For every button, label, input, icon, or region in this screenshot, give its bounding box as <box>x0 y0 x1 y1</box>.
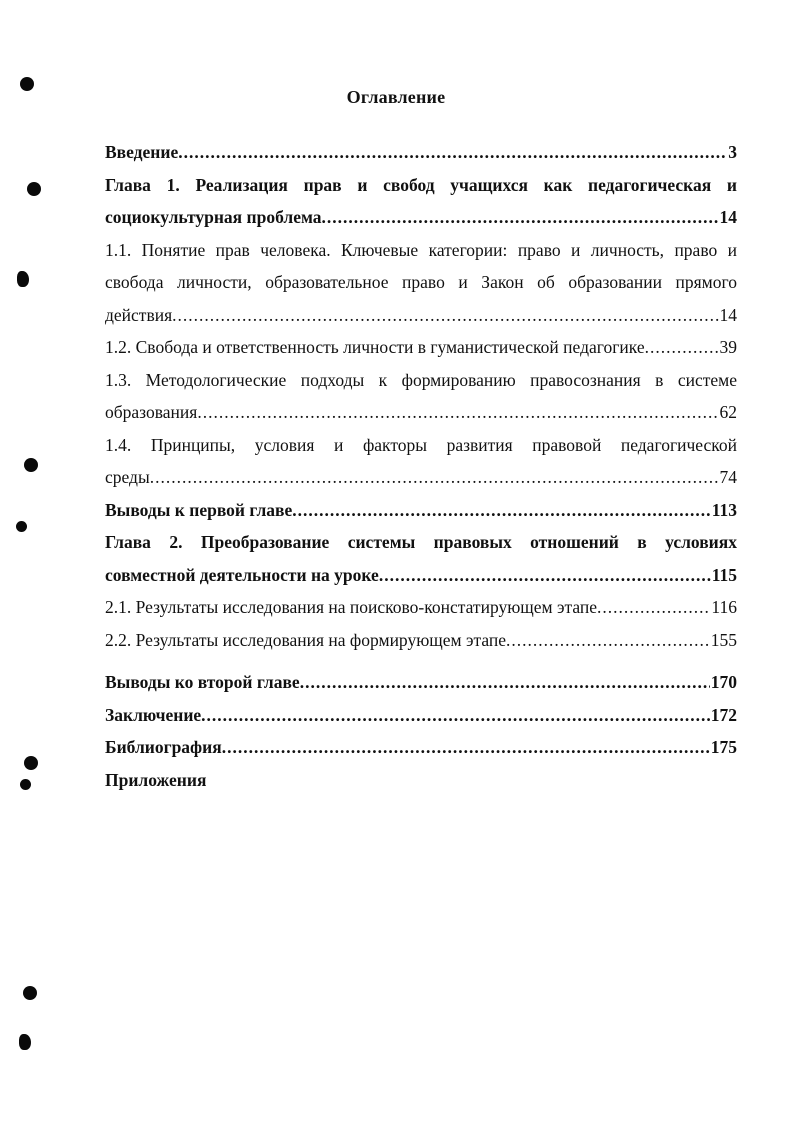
spacer <box>105 656 737 666</box>
toc-entry-appendices[interactable] <box>105 764 737 797</box>
toc-leader-dots <box>322 201 719 234</box>
toc-entry-chapter2-conclusions[interactable] <box>105 666 737 699</box>
toc-entry-1-1[interactable] <box>105 299 737 332</box>
toc-entry-1-2[interactable] <box>105 331 737 364</box>
punch-hole <box>20 779 31 790</box>
toc-page-number: 172 <box>710 704 737 725</box>
toc-entry-text: Выводы ко второй главе <box>105 672 300 692</box>
toc-entry-chapter2-line1[interactable] <box>105 526 737 559</box>
toc-entry-1-1-line1[interactable] <box>105 234 737 267</box>
toc-entry-2-2[interactable] <box>105 624 737 657</box>
punch-hole <box>24 756 38 770</box>
toc-entry-text: 1.3. Методологические подходы к формированию правосознания в системе <box>105 369 737 390</box>
toc-entry-conclusion[interactable] <box>105 699 737 732</box>
toc-entry-text: социокультурная проблема <box>105 207 322 227</box>
toc-entry-chapter1-line1[interactable] <box>105 169 737 202</box>
toc-leader-dots <box>172 299 718 332</box>
toc-leader-dots <box>150 461 719 494</box>
toc-entry-text: 2.2. Результаты исследования на формирующем этапе <box>105 629 507 650</box>
toc-page-number: 14 <box>719 207 737 227</box>
punch-hole <box>17 271 29 287</box>
toc-entry-text: свобода личности, образовательное право и Закон об образовании прямого <box>105 272 737 292</box>
toc-entry-text: 2.1. Результаты исследования на поисково-констатирующем этапе <box>105 597 598 617</box>
toc-leader-dots <box>645 331 719 364</box>
toc-entry-text: 1.2. Свобода и ответственность личности в гуманистической педагогике <box>105 337 645 357</box>
toc-entry-text: Библиография <box>105 737 222 757</box>
toc-page-number: 14 <box>719 304 737 325</box>
toc-entry-1-4-line1[interactable] <box>105 429 737 462</box>
toc-entry-1-3-line1[interactable] <box>105 364 737 397</box>
toc-entry-text: Приложения <box>105 769 207 790</box>
toc-page-number: 39 <box>719 337 737 357</box>
toc-leader-dots <box>292 494 710 527</box>
toc-entry-1-1-line2[interactable] <box>105 266 737 299</box>
toc-page-number: 74 <box>719 467 737 487</box>
toc-entry-text: Глава 1. Реализация прав и свобод учащихся как педагогическая и <box>105 174 737 195</box>
toc-page-number: 155 <box>710 629 737 650</box>
toc-page-number: 170 <box>710 672 737 692</box>
toc-leader-dots <box>197 396 718 429</box>
toc-leader-dots <box>379 559 711 592</box>
toc-entry-text: Глава 2. Преобразование системы правовых отношений в условиях <box>105 532 737 552</box>
toc-entry-introduction[interactable] <box>105 136 737 169</box>
toc-entry-1-3[interactable] <box>105 396 737 429</box>
punch-hole <box>23 986 37 1000</box>
toc-entry-text: действия <box>105 304 173 325</box>
toc-entry-text: совместной деятельности на уроке <box>105 564 379 585</box>
toc-entry-1-4[interactable] <box>105 461 737 494</box>
toc-entry-text: 1.1. Понятие прав человека. Ключевые категории: право и личность, право и <box>105 239 737 260</box>
punch-hole <box>24 458 38 472</box>
toc-entry-text: 1.4. Принципы, условия и факторы развития правовой педагогической <box>105 434 737 455</box>
toc-entry-text: Заключение <box>105 704 202 725</box>
toc-page-number: 3 <box>728 142 737 162</box>
toc-entry-bibliography[interactable] <box>105 731 737 764</box>
toc-entry-text: образования <box>105 402 198 422</box>
page-title: Оглавление <box>346 87 446 107</box>
toc-leader-dots <box>506 624 710 657</box>
punch-hole <box>19 1034 31 1050</box>
toc-entry-chapter2[interactable] <box>105 559 737 592</box>
toc-leader-dots <box>300 666 710 699</box>
toc-leader-dots <box>201 699 710 732</box>
toc-page-number: 115 <box>711 564 737 585</box>
toc-page-number: 113 <box>711 499 737 520</box>
toc-entry-text: среды <box>105 467 150 487</box>
toc-page-number: 62 <box>719 402 737 422</box>
toc-entry-text: Выводы к первой главе <box>105 499 293 520</box>
toc-entry-text: Введение <box>105 142 179 162</box>
toc-leader-dots <box>597 591 710 624</box>
toc-entry-chapter1[interactable] <box>105 201 737 234</box>
punch-hole <box>27 182 41 196</box>
toc-entry-chapter1-conclusions[interactable] <box>105 494 737 527</box>
toc-leader-dots <box>178 136 727 169</box>
toc-page-number: 175 <box>710 737 737 757</box>
toc-entry-2-1[interactable] <box>105 591 737 624</box>
toc-leader-dots <box>222 731 710 764</box>
toc-page-number: 116 <box>711 597 737 617</box>
table-of-contents <box>105 136 737 796</box>
punch-hole <box>16 521 27 532</box>
